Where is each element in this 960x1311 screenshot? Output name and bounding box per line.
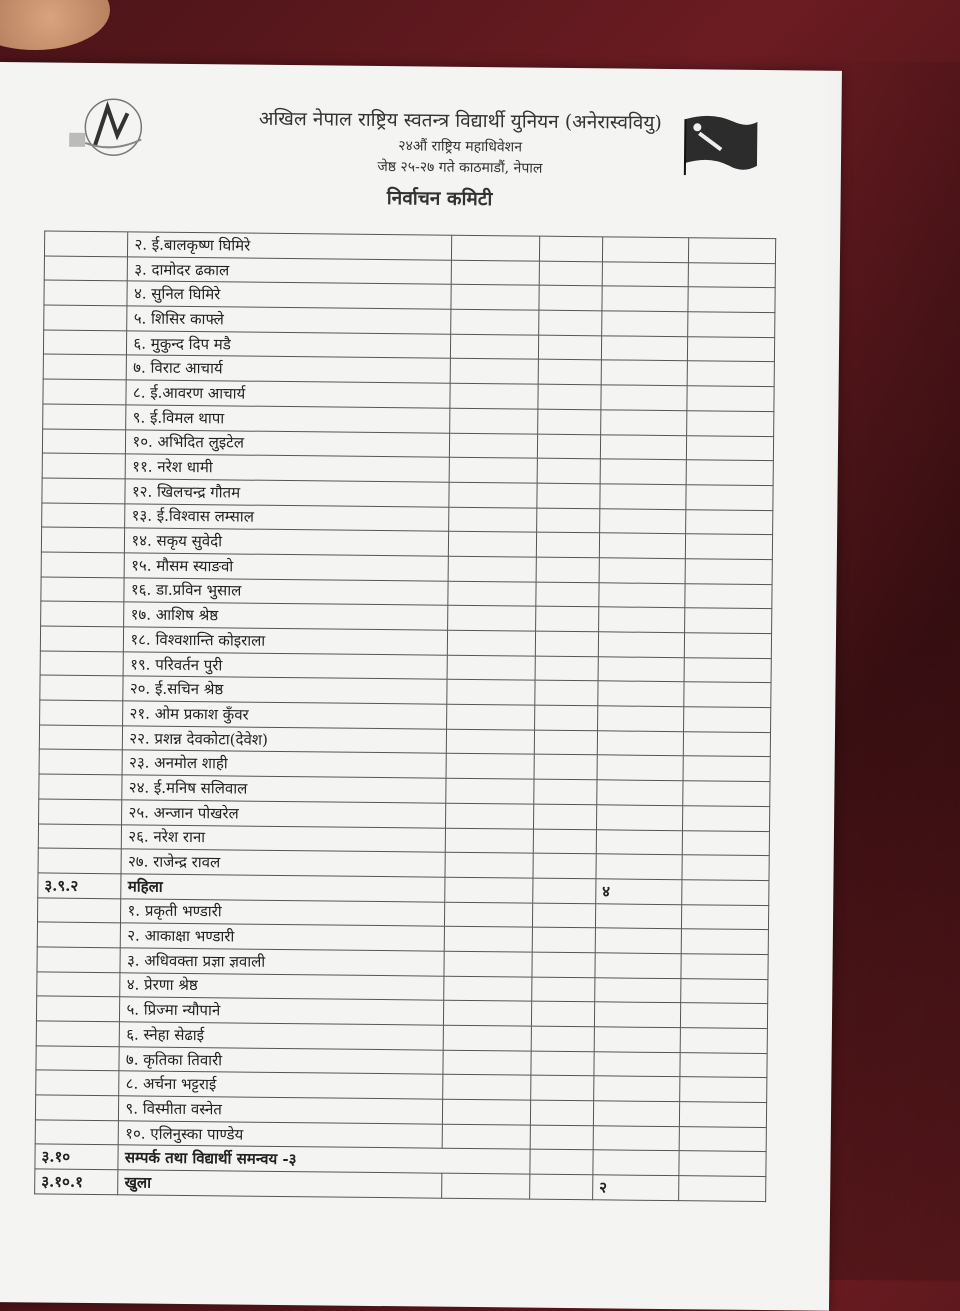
row-name-cell: १०. अभिदित लुइटेल [126, 429, 450, 457]
row-count-cell [601, 385, 688, 411]
row-name-cell: ६. स्नेहा सेढाई [120, 1022, 444, 1050]
row-name-cell: महिला [121, 874, 445, 902]
row-count-cell [599, 508, 686, 534]
row-count-cell [602, 237, 689, 263]
row-empty-cell [534, 755, 597, 780]
row-empty-cell [534, 804, 597, 829]
row-name-cell: १२. खिलचन्द्र गौतम [125, 479, 449, 507]
row-empty-cell [536, 582, 599, 607]
row-empty-cell [530, 1150, 593, 1175]
row-empty-cell [537, 458, 600, 483]
row-empty-cell [531, 1100, 594, 1125]
row-empty-cell [448, 507, 537, 533]
row-name-cell: ४. प्रेरणा श्रेष्ठ [120, 972, 444, 1000]
row-name-cell: खुला [118, 1170, 442, 1198]
row-empty-cell [535, 681, 598, 706]
row-empty-cell [686, 534, 773, 560]
row-empty-cell [537, 532, 600, 557]
row-count-cell [597, 731, 684, 757]
row-count-cell [599, 533, 686, 559]
document-page [0, 62, 842, 1311]
row-code-cell [42, 428, 126, 454]
row-empty-cell [538, 384, 601, 409]
row-code-cell [41, 577, 125, 603]
row-code-cell [41, 527, 125, 553]
convention-name: २४औं राष्ट्रिय महाधिवेशन [398, 138, 523, 156]
row-code-cell [36, 996, 120, 1022]
row-name-cell: १४. सकृय सुवेदी [125, 528, 449, 556]
row-name-cell: ८. अर्चना भट्टराई [119, 1071, 443, 1099]
row-empty-cell [680, 1126, 767, 1152]
row-empty-cell [539, 335, 602, 360]
row-name-cell: २०. ई.सचिन श्रेष्ठ [123, 676, 447, 704]
row-empty-cell [686, 559, 773, 585]
row-name-cell: ३. दामोदर ढकाल [128, 257, 452, 285]
row-empty-cell [446, 729, 535, 755]
row-name-cell: ९. विस्मीता वस्नेत [119, 1096, 443, 1124]
row-count-cell [593, 1150, 680, 1176]
row-empty-cell [688, 336, 775, 362]
row-code-cell [40, 675, 124, 701]
row-code-cell [40, 626, 124, 652]
row-code-cell [40, 651, 124, 677]
row-name-cell: २. ई.बालकृष्ण घिमिरे [128, 232, 452, 260]
row-empty-cell [681, 1028, 768, 1054]
row-count-cell [595, 928, 682, 954]
row-name-cell: सम्पर्क तथा विद्यार्थी समन्वय -३ [118, 1145, 530, 1174]
row-empty-cell [532, 1001, 595, 1026]
row-empty-cell [538, 409, 601, 434]
row-empty-cell [449, 457, 538, 483]
row-name-cell: १३. ई.विश्वास लम्साल [125, 503, 449, 531]
row-empty-cell [535, 656, 598, 681]
row-name-cell: ४. सुनिल घिमिरे [127, 281, 451, 309]
row-count-cell [595, 903, 682, 929]
row-empty-cell [448, 581, 537, 607]
row-code-cell [37, 947, 121, 973]
row-empty-cell [450, 309, 539, 335]
row-empty-cell [689, 238, 776, 264]
row-name-cell: २६. नरेश राना [122, 824, 446, 852]
row-empty-cell [538, 434, 601, 459]
row-code-cell [38, 823, 122, 849]
row-empty-cell [447, 630, 536, 656]
row-name-cell: ९. ई.विमल थापा [126, 405, 450, 433]
row-count-cell [598, 632, 685, 658]
row-count-cell [601, 336, 688, 362]
row-empty-cell [680, 1077, 767, 1103]
row-empty-cell [530, 1174, 593, 1199]
row-empty-cell [682, 855, 769, 881]
row-empty-cell [540, 236, 603, 261]
row-code-cell [42, 478, 126, 504]
row-empty-cell [680, 1052, 767, 1078]
row-count-cell [600, 484, 687, 510]
row-empty-cell [687, 460, 774, 486]
row-count-cell [598, 656, 685, 682]
row-empty-cell [445, 778, 534, 804]
row-empty-cell [536, 606, 599, 631]
row-empty-cell [443, 1025, 532, 1051]
row-empty-cell [451, 260, 540, 286]
row-code-cell [43, 379, 127, 405]
row-empty-cell [540, 261, 603, 286]
row-empty-cell [531, 1075, 594, 1100]
row-empty-cell [447, 655, 536, 681]
row-name-cell: १८. विश्वशान्ति कोइराला [124, 627, 448, 655]
row-empty-cell [688, 361, 775, 387]
row-empty-cell [447, 606, 536, 632]
row-empty-cell [445, 852, 534, 878]
row-code-cell [44, 256, 128, 282]
row-count-cell [595, 953, 682, 979]
row-name-cell: १५. मौसम स्याङवो [125, 553, 449, 581]
row-empty-cell [685, 608, 772, 634]
row-empty-cell [683, 806, 770, 832]
row-empty-cell [442, 1075, 531, 1101]
row-empty-cell [446, 680, 535, 706]
row-empty-cell [679, 1151, 766, 1177]
row-empty-cell [536, 631, 599, 656]
row-empty-cell [450, 383, 539, 409]
row-name-cell: १७. आशिष श्रेष्ठ [124, 602, 448, 630]
row-empty-cell [537, 508, 600, 533]
row-empty-cell [450, 359, 539, 385]
row-empty-cell [686, 485, 773, 511]
row-empty-cell [535, 705, 598, 730]
row-count-cell [597, 780, 684, 806]
row-name-cell: ५. प्रिज्मा न्यौपाने [120, 997, 444, 1025]
row-empty-cell [533, 878, 596, 903]
row-name-cell: ७. कृतिका तिवारी [119, 1046, 443, 1074]
row-code-cell [39, 749, 123, 775]
row-name-cell: २५. अन्जान पोखरेल [122, 800, 446, 828]
organization-name: अखिल नेपाल राष्ट्रिय स्वतन्त्र विद्यार्थी युनियन (अनेरास्ववियु) [258, 107, 662, 134]
row-empty-cell [443, 1001, 532, 1027]
row-name-cell: ६. मुकुन्द दिप मडै [127, 331, 451, 359]
row-empty-cell [681, 978, 768, 1004]
row-empty-cell [683, 781, 770, 807]
row-empty-cell [448, 531, 537, 557]
row-code-cell [42, 503, 126, 529]
row-code-cell [41, 552, 125, 578]
row-empty-cell [683, 830, 770, 856]
row-empty-cell [449, 408, 538, 434]
row-name-cell: २४. ई.मनिष सलिवाल [122, 775, 446, 803]
row-empty-cell [443, 1050, 532, 1076]
row-empty-cell [449, 482, 538, 508]
row-code-cell [44, 231, 128, 257]
row-name-cell: ७. विराट आचार्य [127, 355, 451, 383]
row-empty-cell [451, 235, 540, 261]
row-code-cell [36, 1070, 120, 1096]
convention-date-place: जेष्ठ २५-२७ गते काठमाडौं, नेपाल [377, 158, 543, 177]
committee-table [34, 230, 776, 1201]
row-empty-cell [444, 902, 533, 928]
row-empty-cell [446, 754, 535, 780]
row-empty-cell [441, 1173, 530, 1199]
row-code-cell [37, 922, 121, 948]
row-count-cell [596, 854, 683, 880]
row-code-cell [43, 354, 127, 380]
row-code-cell [36, 1046, 120, 1072]
shadow-overlay [820, 62, 960, 1282]
row-count-cell [593, 1101, 680, 1127]
row-count-cell [600, 434, 687, 460]
row-empty-cell [532, 977, 595, 1002]
finger [0, 0, 110, 50]
row-empty-cell [445, 828, 534, 854]
row-name-cell: १९. परिवर्तन पुरी [123, 652, 447, 680]
row-empty-cell [687, 411, 774, 437]
row-empty-cell [687, 386, 774, 412]
row-empty-cell [537, 483, 600, 508]
row-empty-cell [442, 1124, 531, 1150]
row-empty-cell [685, 583, 772, 609]
row-empty-cell [536, 557, 599, 582]
row-empty-cell [682, 929, 769, 955]
row-code-cell [39, 799, 123, 825]
row-name-cell: ११. नरेश धामी [126, 454, 450, 482]
row-empty-cell [530, 1125, 593, 1150]
row-name-cell: १०. एलिनुस्का पाण्डेय [119, 1121, 443, 1149]
row-name-cell: २७. राजेन्द्र रावल [121, 849, 445, 877]
row-empty-cell [684, 707, 771, 733]
row-empty-cell [684, 731, 771, 757]
row-code-cell [40, 700, 124, 726]
row-code-cell [39, 725, 123, 751]
row-empty-cell [683, 756, 770, 782]
row-empty-cell [682, 880, 769, 906]
row-empty-cell [532, 952, 595, 977]
row-count-cell [594, 1002, 681, 1028]
row-empty-cell [688, 312, 775, 338]
row-count-cell: ४ [596, 879, 683, 905]
row-empty-cell [535, 730, 598, 755]
row-count-cell [597, 706, 684, 732]
row-empty-cell [442, 1099, 531, 1125]
row-count-cell [602, 262, 689, 288]
row-count-cell [601, 410, 688, 436]
row-empty-cell [531, 1051, 594, 1076]
row-empty-cell [444, 951, 533, 977]
row-count-cell [594, 1027, 681, 1053]
row-count-cell [598, 607, 685, 633]
row-empty-cell [681, 954, 768, 980]
row-empty-cell [449, 433, 538, 459]
row-empty-cell [446, 704, 535, 730]
row-empty-cell [539, 286, 602, 311]
row-empty-cell [539, 310, 602, 335]
row-count-cell [599, 582, 686, 608]
row-name-cell: ८. ई.आवरण आचार्य [126, 380, 450, 408]
row-name-cell: २२. प्रशन्न देवकोटा(देवेश) [123, 726, 447, 754]
row-count-cell [597, 755, 684, 781]
row-empty-cell [679, 1176, 766, 1202]
row-code-cell: ३.१०.१ [35, 1169, 119, 1195]
row-count-cell [596, 805, 683, 831]
row-empty-cell [531, 1026, 594, 1051]
row-count-cell [601, 360, 688, 386]
row-empty-cell [533, 853, 596, 878]
row-name-cell: १. प्रकृती भण्डारी [121, 898, 445, 926]
row-code-cell [35, 1120, 119, 1146]
row-name-cell: ५. शिसिर काफ्ले [127, 306, 451, 334]
row-empty-cell [534, 829, 597, 854]
row-empty-cell [443, 976, 532, 1002]
row-code-cell [43, 404, 127, 430]
row-code-cell [37, 972, 121, 998]
row-empty-cell [444, 926, 533, 952]
row-empty-cell [681, 1003, 768, 1029]
row-empty-cell [684, 682, 771, 708]
row-name-cell: ३. अधिवक्ता प्रज्ञा ज्ञवाली [120, 948, 444, 976]
row-empty-cell [688, 287, 775, 313]
row-empty-cell [445, 803, 534, 829]
row-empty-cell [538, 360, 601, 385]
row-empty-cell [689, 262, 776, 288]
row-empty-cell [685, 633, 772, 659]
row-count-cell [598, 681, 685, 707]
row-code-cell: ३.१० [35, 1144, 119, 1170]
row-code-cell [35, 1095, 119, 1121]
row-count-cell [600, 459, 687, 485]
row-name-cell: १६. डा.प्रविन भुसाल [124, 577, 448, 605]
row-empty-cell [448, 556, 537, 582]
row-code-cell [41, 601, 125, 627]
row-code-cell [37, 898, 121, 924]
row-code-cell [42, 453, 126, 479]
row-code-cell [38, 848, 122, 874]
row-code-cell [36, 1021, 120, 1047]
row-code-cell [39, 774, 123, 800]
row-code-cell: ३.९.२ [38, 873, 122, 899]
row-empty-cell [680, 1102, 767, 1128]
row-empty-cell [533, 903, 596, 928]
document-header [0, 102, 842, 215]
row-count-cell [595, 977, 682, 1003]
row-count-cell [599, 558, 686, 584]
row-code-cell [44, 305, 128, 331]
row-count-cell [594, 1076, 681, 1102]
row-name-cell: २. आकाक्षा भण्डारी [121, 923, 445, 951]
row-count-cell [593, 1126, 680, 1152]
row-empty-cell [533, 927, 596, 952]
row-empty-cell [682, 904, 769, 930]
row-empty-cell [684, 657, 771, 683]
document-title: निर्वाचन कमिटी [386, 187, 493, 211]
row-empty-cell [687, 435, 774, 461]
row-empty-cell [686, 509, 773, 535]
row-count-cell [594, 1051, 681, 1077]
row-empty-cell [451, 285, 540, 311]
row-code-cell [43, 330, 127, 356]
row-count-cell [596, 829, 683, 855]
row-count-cell [602, 286, 689, 312]
row-count-cell [602, 311, 689, 337]
row-name-cell: २३. अनमोल शाही [122, 750, 446, 778]
row-empty-cell [450, 334, 539, 360]
row-empty-cell [534, 779, 597, 804]
row-count-cell: २ [592, 1175, 679, 1201]
row-code-cell [44, 280, 128, 306]
row-name-cell: २१. ओम प्रकाश कुँवर [123, 701, 447, 729]
row-empty-cell [444, 877, 533, 903]
